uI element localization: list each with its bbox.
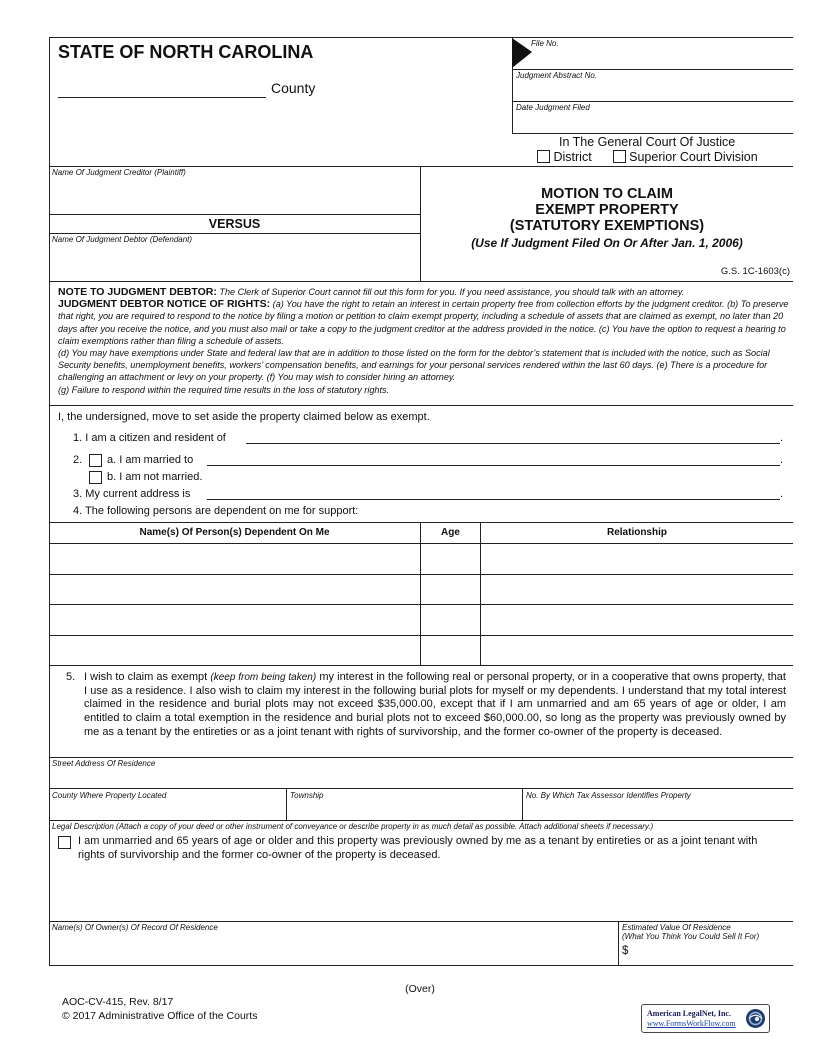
file-no-label: File No. xyxy=(531,39,559,48)
rights-text-2: (d) You may have exemptions under State and federal law that are in addition to those listed on the form for the debtor’s statement that is included with the notice, such as Social Security benefits, unemployment benefits, workers’ compensation benefits, and earnings for your personal services rendered within the last 60 days. (e) There is a procedure for challenging an attachment or levy on your property. (f) You may wish to consider hiring an attorney. xyxy=(58,348,770,383)
item-2a-label: a. I am married to xyxy=(107,454,194,466)
left-border xyxy=(49,37,50,965)
motion-intro: I, the undersigned, move to set aside the property claimed below as exempt. xyxy=(58,411,430,423)
residence-divider-1 xyxy=(286,788,287,820)
note-heading: NOTE TO JUDGMENT DEBTOR: xyxy=(58,286,217,298)
court-title: In The General Court Of Justice xyxy=(559,135,736,149)
item-2a-period: . xyxy=(780,454,784,466)
creditor-label: Name Of Judgment Creditor (Plaintiff) xyxy=(52,168,186,177)
county-field[interactable] xyxy=(58,97,266,98)
item-3-period: . xyxy=(780,488,784,500)
versus-bottom-line xyxy=(49,233,420,234)
tax-id-label: No. By Which Tax Assessor Identifies Property xyxy=(526,791,691,800)
dollar-sign: $ xyxy=(622,945,629,957)
married-checkbox[interactable] xyxy=(89,454,102,467)
district-label: District xyxy=(553,150,592,164)
item-1-period: . xyxy=(780,432,784,444)
header-bottom-line xyxy=(49,166,793,167)
residence-divider-2 xyxy=(522,788,523,820)
versus-label: VERSUS xyxy=(208,217,261,231)
dependent-row-3[interactable] xyxy=(49,635,793,636)
notice-bottom-line xyxy=(49,405,793,406)
file-no-field[interactable] xyxy=(512,69,793,70)
title-line-3: (STATUTORY EXEMPTIONS) xyxy=(509,218,705,234)
item-3-label: 3. My current address is xyxy=(73,488,191,500)
dependent-row-2[interactable] xyxy=(49,604,793,605)
not-married-checkbox[interactable] xyxy=(89,471,102,484)
item-4-label: 4. The following persons are dependent on me for support: xyxy=(73,505,359,517)
owners-value-divider xyxy=(618,921,619,965)
rights-text-3: (g) Failure to respond within the required time results in the loss of statutory rights. xyxy=(58,384,390,395)
title-line-2: EXEMPT PROPERTY xyxy=(535,202,679,218)
item-2-number: 2. xyxy=(73,454,83,466)
note-text: The Clerk of Superior Court cannot fill out this form for you. If you need assistance, you should talk with an attorney. xyxy=(216,287,685,297)
judgment-abstract-field[interactable] xyxy=(512,101,793,102)
estimated-value-sublabel: (What You Think You Could Sell It For) xyxy=(622,932,760,941)
owners-label: Name(s) Of Owner(s) Of Record Of Residence xyxy=(52,923,218,932)
debtor-label: Name Of Judgment Debtor (Defendant) xyxy=(52,235,193,244)
current-address-field[interactable] xyxy=(207,499,780,500)
item-5-text-b: my interest in the following real or personal property, or in a cooperative that owns property, that I use as a residence. I also wish to claim my interest in the following burial plots for myself or my dependents. I understand that my total interest claimed in the residence and burial plots may not exceed $35,000.00, except that if I am unmarried and am 65 years of age or older, I am entitled to claim a total exemption in the residence and burial plots not to exceed $60,000.00, so long as the property was previously owned by me as a tenant by the entireties or as a joint tenant with rights of survivorship, and the former co-owner of the property is deceased. xyxy=(84,671,786,738)
item-2b-label: b. I am not married. xyxy=(107,471,203,483)
title-line-1: MOTION TO CLAIM xyxy=(541,186,673,202)
parties-bottom-line xyxy=(49,281,793,282)
street-address-field[interactable] xyxy=(49,788,793,789)
unmarried-65-text: I am unmarried and 65 years of age or older and this property was previously owned by me as a tenant by entireties or as a joint tenant with rights of survivorship and the former co-owner of the property is deceased. xyxy=(78,835,758,861)
form-number: AOC-CV-415, Rev. 8/17 xyxy=(62,996,174,1008)
judgment-abstract-label: Judgment Abstract No. xyxy=(516,71,598,80)
dependent-row-4[interactable] xyxy=(49,665,793,666)
rights-heading: JUDGMENT DEBTOR NOTICE OF RIGHTS: xyxy=(58,298,271,311)
spouse-name-field[interactable] xyxy=(207,465,780,466)
county-township-tax-fields[interactable] xyxy=(49,820,793,821)
over-label: (Over) xyxy=(405,983,435,995)
legal-description-label: Legal Description (Attach a copy of your deed or other instrument of conveyance or describe property in as much detail as possible. Attach additional sheets if necessary.) xyxy=(52,822,654,831)
estimated-value-label: Estimated Value Of Residence xyxy=(622,923,731,932)
item-5-text-italic: (keep from being taken) xyxy=(210,672,317,683)
item-5-text xyxy=(84,671,786,740)
file-marker-icon xyxy=(512,38,532,72)
legalnet-logo[interactable] xyxy=(641,1004,770,1033)
item-5-text-a: I wish to claim as exempt xyxy=(84,671,211,683)
dependents-header-bottom xyxy=(49,543,793,544)
date-filed-label: Date Judgment Filed xyxy=(516,103,590,112)
item-1-label: 1. I am a citizen and resident of xyxy=(73,432,226,444)
rights-text: (a) You have the right to retain an interest in certain property free from collection efforts by the judgment creditor. (b) To preserve that right, you are required to respond to the notice by filing a motion or petition to claim exempt property, including a schedule of assets that are claimed as exempt, no later than 20 days after you receive the notice, and you must also mail or take a copy to the judgment creditor at the address provided in the notice. (c) You have the option to request a hearing to claim exemptions rather than filing a schedule of assets. xyxy=(58,299,789,346)
dependents-col-divider-1 xyxy=(420,522,421,665)
superior-label: Superior Court Division xyxy=(629,150,758,164)
notice-block xyxy=(58,286,790,396)
logo-url[interactable]: www.FormsWorkFlow.com xyxy=(647,1019,736,1028)
county-label: County xyxy=(271,80,316,96)
dependent-row-1[interactable] xyxy=(49,574,793,575)
creditor-field[interactable] xyxy=(49,214,420,215)
top-border xyxy=(49,37,793,38)
date-filed-field[interactable] xyxy=(512,133,793,134)
state-title: STATE OF NORTH CAROLINA xyxy=(58,42,314,62)
dependents-col-divider-2 xyxy=(480,522,481,665)
residence-state-field[interactable] xyxy=(246,443,780,444)
form-title xyxy=(421,186,793,234)
item-5-bottom-line xyxy=(49,757,793,758)
item-5-number: 5. xyxy=(66,671,76,683)
statute-ref: G.S. 1C-1603(c) xyxy=(720,266,790,277)
street-address-label: Street Address Of Residence xyxy=(52,759,156,768)
legal-description-field[interactable] xyxy=(49,921,793,922)
col-header-relationship: Relationship xyxy=(606,527,667,538)
court-division xyxy=(537,150,758,164)
col-header-age: Age xyxy=(441,527,460,538)
superior-checkbox[interactable] xyxy=(613,150,626,163)
district-checkbox[interactable] xyxy=(537,150,550,163)
logo-globe-icon xyxy=(745,1008,766,1029)
col-header-name: Name(s) Of Person(s) Dependent On Me xyxy=(139,527,330,538)
owners-value-fields[interactable] xyxy=(49,965,793,966)
title-subtitle: (Use If Judgment Filed On Or After Jan. 1, 2006) xyxy=(471,236,743,250)
county-property-label: County Where Property Located xyxy=(52,791,167,800)
township-label: Township xyxy=(290,791,324,800)
dependents-table-top xyxy=(49,522,793,523)
copyright: © 2017 Administrative Office of the Courts xyxy=(62,1010,258,1022)
logo-company-name: American LegalNet, Inc. xyxy=(647,1009,731,1018)
unmarried-65-checkbox[interactable] xyxy=(58,836,71,849)
